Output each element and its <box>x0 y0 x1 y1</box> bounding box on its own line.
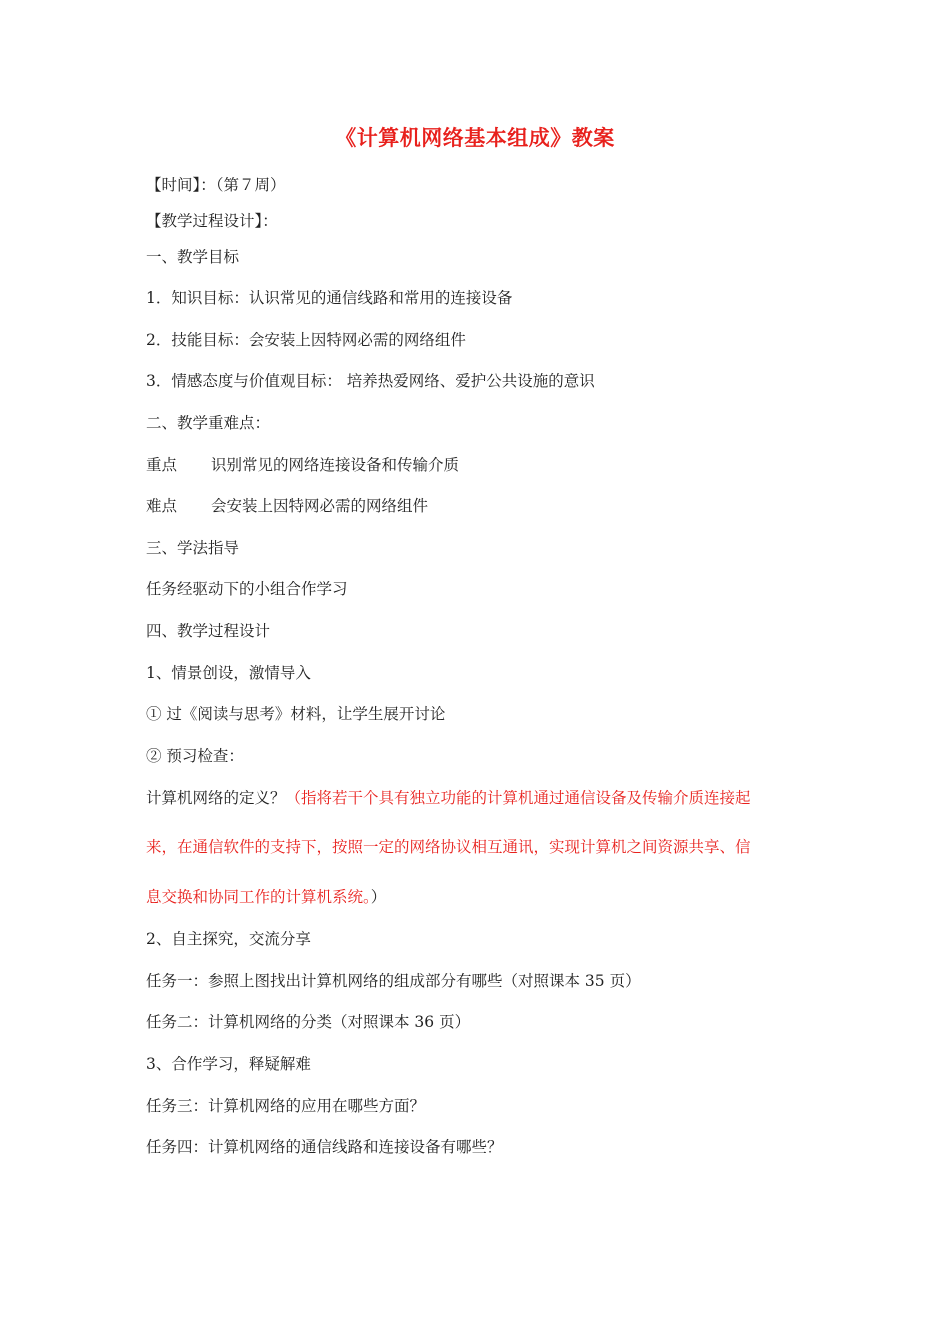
definition-answer-row3 <box>146 887 386 907</box>
section1-heading: 一、教学目标 <box>146 248 240 266</box>
task4: 任务四：计算机网络的通信线路和连接设备有哪些？ <box>146 1138 503 1156</box>
definition-question: 计算机网络的定义？ <box>146 789 286 807</box>
step3-heading: 3、合作学习，释疑解难 <box>146 1055 311 1073</box>
process-design-label: 【教学过程设计】： <box>146 212 278 230</box>
task1: 任务一：参照上图找出计算机网络的组成部分有哪些（对照课本 35 页） <box>146 972 641 990</box>
difficult-point-label: 难点 <box>146 497 178 515</box>
goal-skill: 2．技能目标：会安装上因特网必需的网络组件 <box>146 331 466 349</box>
step1-item-b: ② 预习检查： <box>146 747 244 765</box>
definition-answer-close: ） <box>370 888 387 906</box>
section4-heading: 四、教学过程设计 <box>146 622 271 640</box>
key-point-row <box>146 455 459 475</box>
document-title: 《计算机网络基本组成》教案 <box>335 125 615 150</box>
task2: 任务二：计算机网络的分类（对照课本 36 页） <box>146 1013 471 1031</box>
definition-answer-part2: 来，在通信软件的支持下，按照一定的网络协议相互通讯，实现计算机之间资源共享、信 <box>146 838 751 856</box>
section3-text: 任务经驱动下的小组合作学习 <box>146 580 348 598</box>
step2-heading: 2、自主探究，交流分享 <box>146 930 311 948</box>
section3-heading: 三、学法指导 <box>146 539 240 557</box>
difficult-point-text: 会安装上因特网必需的网络组件 <box>211 497 429 515</box>
goal-attitude: 3．情感态度与价值观目标： 培养热爱网络、爱护公共设施的意识 <box>146 372 595 390</box>
step1-item-a: ① 过《阅读与思考》材料，让学生展开讨论 <box>146 705 446 723</box>
definition-answer-part1: （指将若干个具有独立功能的计算机通过通信设备及传输介质连接起 <box>285 789 751 807</box>
task3: 任务三：计算机网络的应用在哪些方面？ <box>146 1097 426 1115</box>
time-line: 【时间】：（第７周） <box>146 176 286 194</box>
definition-answer-part3: 息交换和协同工作的计算机系统。 <box>146 888 371 906</box>
difficult-point-row <box>146 496 428 516</box>
definition-question-row <box>146 788 751 808</box>
goal-knowledge: 1．知识目标：认识常见的通信线路和常用的连接设备 <box>146 289 513 307</box>
section2-heading: 二、教学重难点： <box>146 414 271 432</box>
step1-heading: 1、情景创设，激情导入 <box>146 664 311 682</box>
key-point-text: 识别常见的网络连接设备和传输介质 <box>211 456 460 474</box>
key-point-label: 重点 <box>146 456 178 474</box>
